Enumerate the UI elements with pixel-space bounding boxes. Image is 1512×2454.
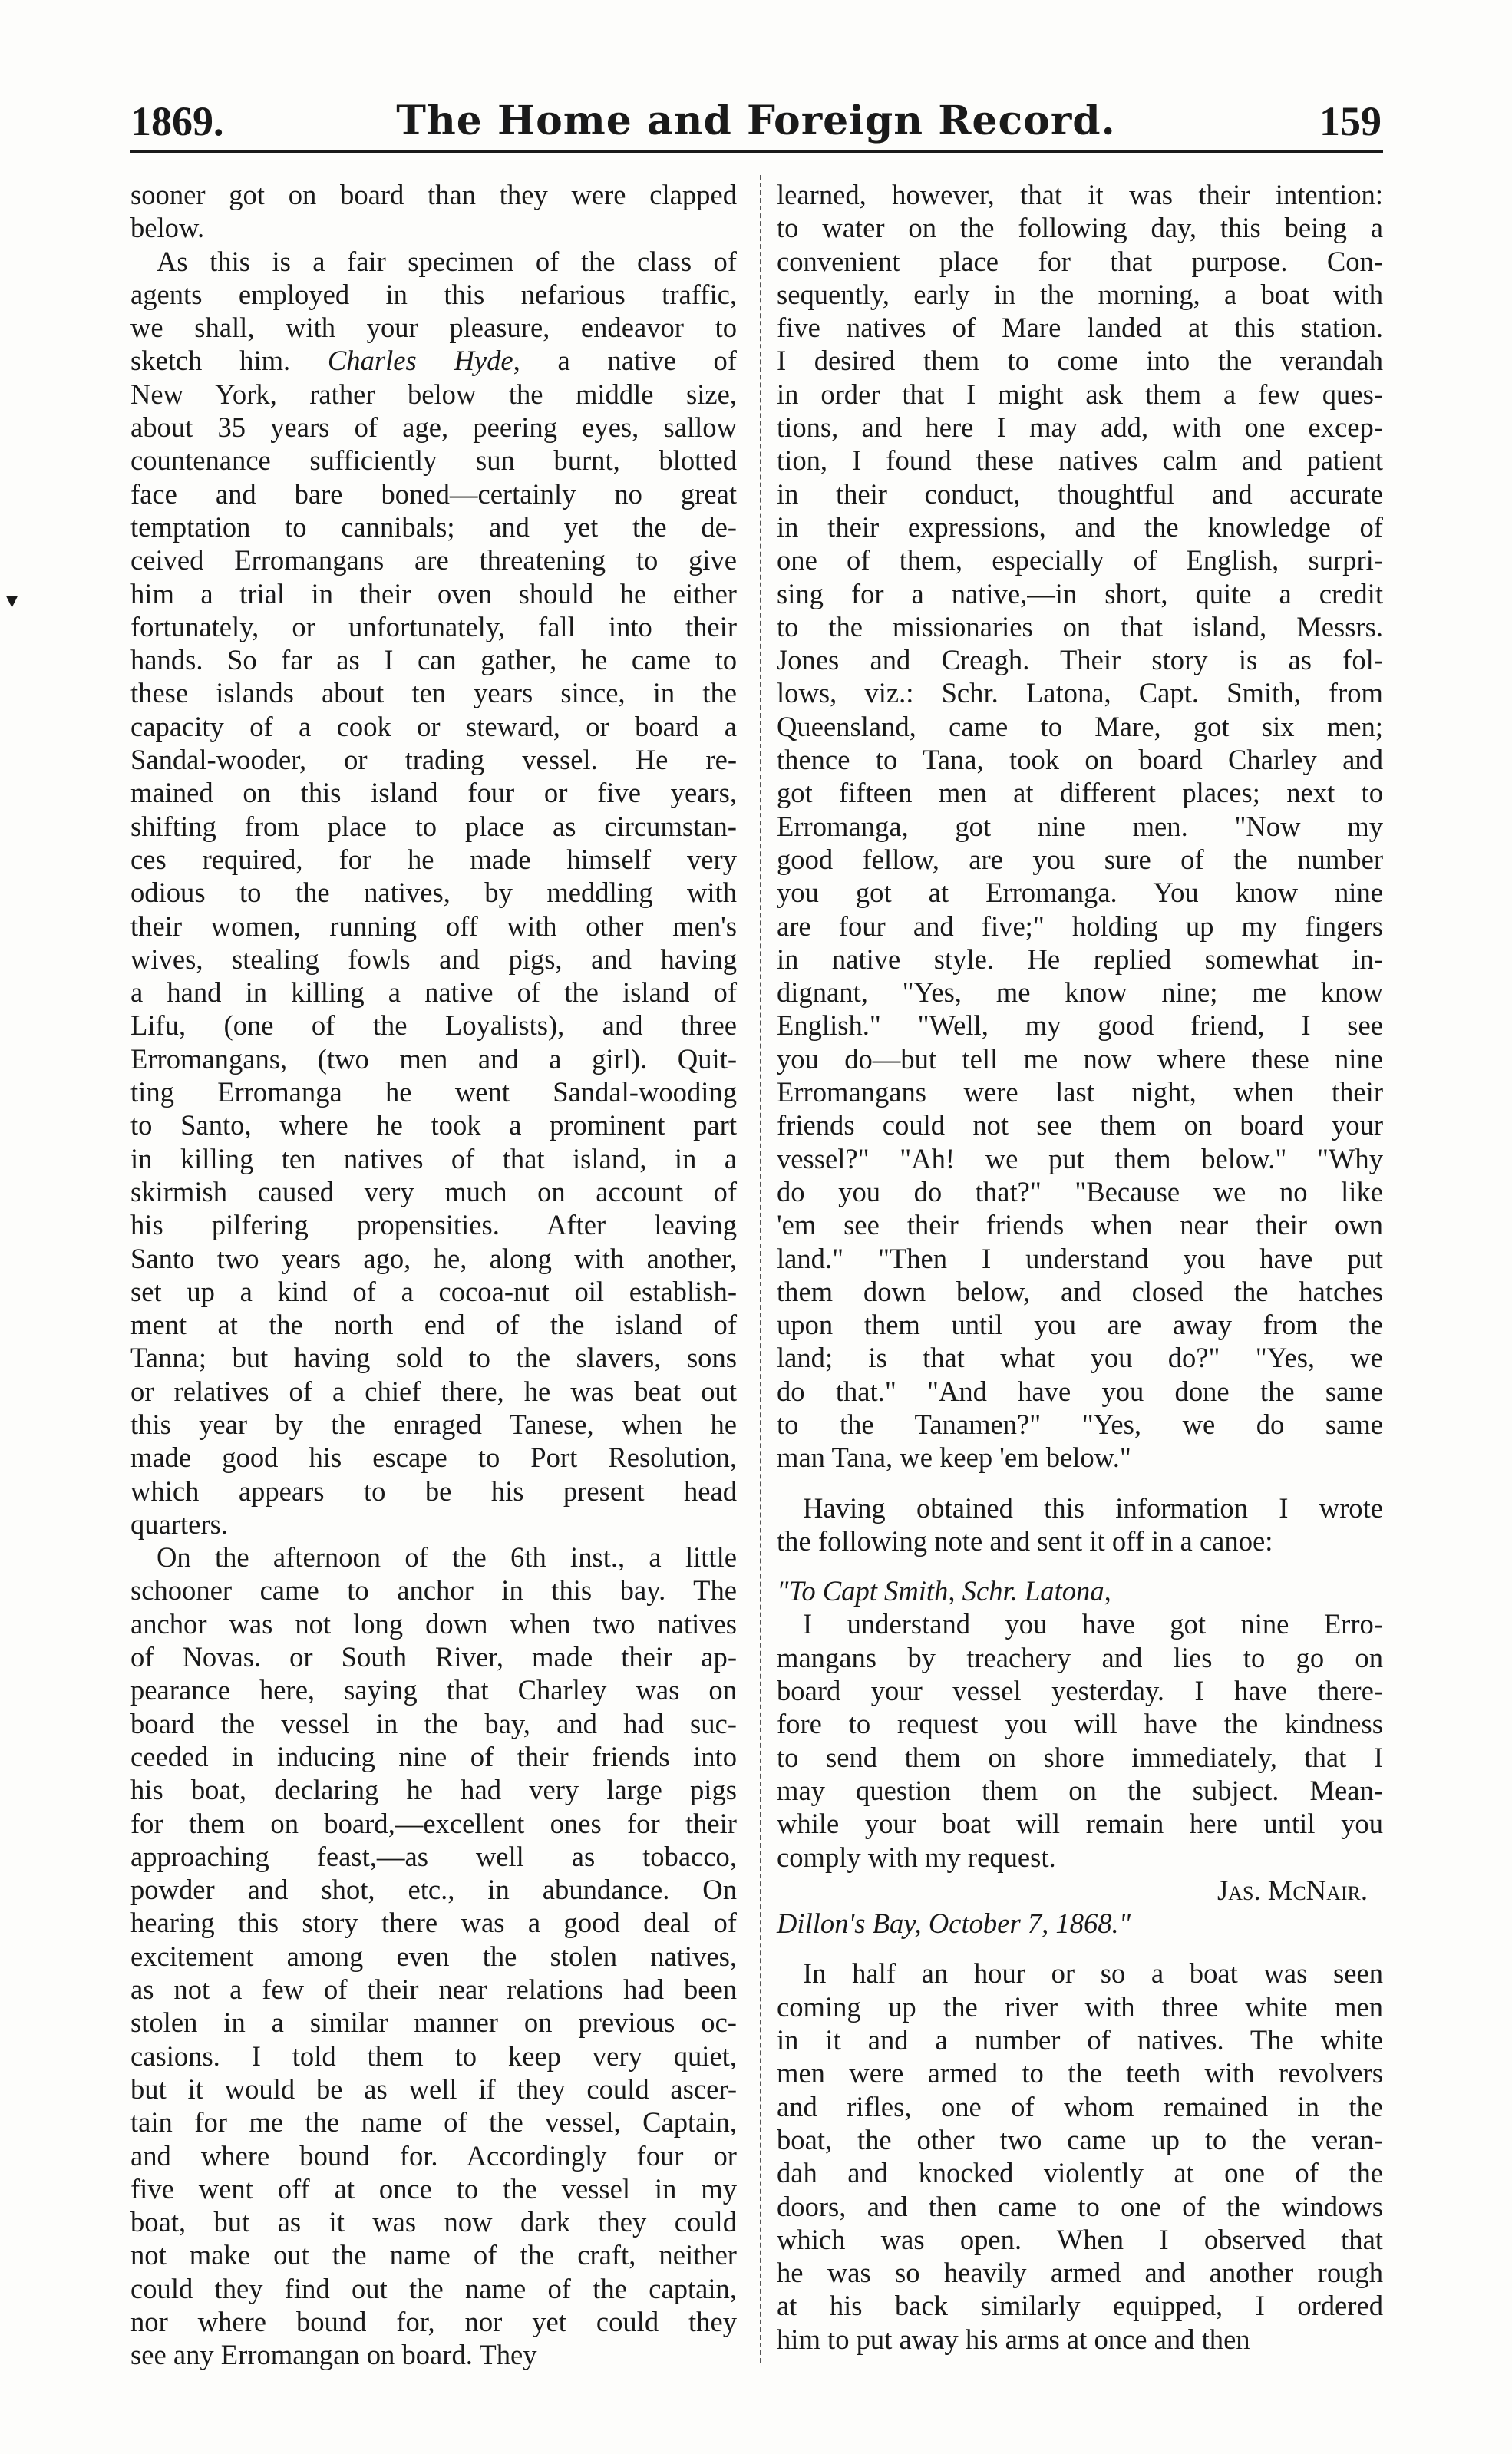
text-line: New York, rather below the middle size, (130, 378, 737, 410)
text-line: Queensland, came to Mare, got six men; (777, 710, 1383, 742)
header-rule (130, 150, 1383, 153)
text-line: tions, and here I may add, with one excep- (777, 411, 1383, 444)
paragraph-gap (777, 1940, 1383, 1957)
text-line: I understand you have got nine Erro- (803, 1608, 1383, 1640)
text-line: he was so heavily armed and another rough (777, 2257, 1383, 2289)
publication-title: The Home and Foreign Record. (396, 97, 1116, 144)
text-line: board your vessel yesterday. I have there- (777, 1675, 1383, 1707)
text-line: are four and five;" holding up my fingers (777, 910, 1383, 942)
text-line: in killing ten natives of that island, in a (130, 1142, 737, 1174)
text-line: Tanna; but having sold to the slavers, sons (130, 1342, 737, 1374)
text-line: in their expressions, and the knowledge of (777, 510, 1383, 543)
text-line: a hand in killing a native of the island of (130, 976, 737, 1009)
text-line: as not a few of their near relations had been (130, 1973, 737, 2006)
text-line: could they find out the name of the captain, (130, 2272, 737, 2304)
text-line: them down below, and closed the hatches (777, 1275, 1383, 1307)
text-line: temptation to cannibals; and yet the de- (130, 510, 737, 543)
text-line: him a trial in their oven should he either (130, 577, 737, 609)
text-line: Sandal-wooder, or trading vessel. He re- (130, 744, 737, 776)
text-line: capacity of a cook or steward, or board a (130, 710, 737, 742)
italic-name: Charles Hyde (327, 345, 513, 377)
text-line: five natives of Mare landed at this station. (777, 312, 1383, 344)
text-line: friends could not see them on board your (777, 1109, 1383, 1141)
text-line: mained on this island four or five years, (130, 777, 737, 809)
text-line: board the vessel in the bay, and had suc- (130, 1707, 737, 1739)
text-line: you do—but tell me now where these nine (777, 1042, 1383, 1075)
text-line: fore to request you will have the kindness (777, 1708, 1383, 1740)
text-line: boat, the other two came up to the veran- (777, 2123, 1383, 2155)
text-line: vessel?" "Ah! we put them below." "Why (777, 1142, 1383, 1174)
text-line: set up a kind of a cocoa-nut oil establish- (130, 1275, 737, 1307)
text-line: good fellow, are you sure of the number (777, 843, 1383, 875)
text-line: On the afternoon of the 6th inst., a little (157, 1541, 737, 1574)
text-line: his boat, declaring he had very large pigs (130, 1774, 737, 1806)
text-line: pearance here, saying that Charley was on (130, 1674, 737, 1706)
text-line: one of them, especially of English, surpri- (777, 544, 1383, 576)
text-line: anchor was not long down when two natives (130, 1607, 737, 1640)
text-line: dah and knocked violently at one of the (777, 2157, 1383, 2189)
text-line: his pilfering propensities. After leaving (130, 1209, 737, 1241)
text-line: doors, and then came to one of the windows (777, 2190, 1383, 2222)
text-line: comply with my request. (777, 1841, 1056, 1873)
text-line: their women, running off with other men's (130, 910, 737, 942)
text-line: and where bound for. Accordingly four or (130, 2139, 737, 2172)
text-line: "To Capt Smith, Schr. Latona, (777, 1575, 1111, 1607)
text-line: do that." "And have you done the same (777, 1375, 1383, 1407)
text-line: Dillon's Bay, October 7, 1868." (777, 1907, 1131, 1940)
text-line: approaching feast,—as well as tobacco, (130, 1840, 737, 1872)
text-line: hearing this story there was a good deal of (130, 1907, 737, 1939)
header-year: 1869. (130, 98, 224, 144)
paragraph-gap (777, 1475, 1383, 1491)
text-line: powder and shot, etc., in abundance. On (130, 1874, 737, 1906)
text-line: 'em see their friends when near their own (777, 1209, 1383, 1241)
text-line: Jones and Creagh. Their story is as fol- (777, 644, 1383, 676)
text-line: sketch him. Charles Hyde, a native of (130, 345, 737, 377)
text-line: in it and a number of natives. The white (777, 2024, 1383, 2056)
page-number: 159 (1319, 98, 1382, 144)
text-line: of Novas. or South River, made their ap- (130, 1641, 737, 1673)
running-header (130, 91, 1382, 152)
text-line: nor where bound for, nor yet could they (130, 2306, 737, 2337)
text-line: you got at Erromanga. You know nine (777, 877, 1383, 909)
text-line: tion, I found these natives calm and patient (777, 444, 1383, 477)
text-line: but it would be as well if they could ascer- (130, 2073, 737, 2105)
text-line: coming up the river with three white men (777, 1990, 1383, 2023)
text-line: five went off at once to the vessel in my (130, 2172, 737, 2205)
text-line: casions. I told them to keep very quiet, (130, 2039, 737, 2072)
text-line: this year by the enraged Tanese, when he (130, 1408, 737, 1440)
text-line: see any Erromangan on board. They (130, 2339, 537, 2371)
text-line: English." "Well, my good friend, I see (777, 1009, 1383, 1042)
text-line: for them on board,—excellent ones for their (130, 1807, 737, 1839)
text-line: excitement among even the stolen natives, (130, 1940, 737, 1972)
text-line: face and bare boned—certainly no great (130, 477, 737, 510)
text-line: which was open. When I observed that (777, 2223, 1383, 2255)
text-line: Lifu, (one of the Loyalists), and three (130, 1009, 737, 1042)
text-line: ting Erromanga he went Sandal-wooding (130, 1076, 737, 1108)
text-line: agents employed in this nefarious traffic, (130, 278, 737, 310)
text-line: stolen in a similar manner on previous oc- (130, 2006, 737, 2039)
text-line: we shall, with your pleasure, endeavor to (130, 312, 737, 344)
text-line: wives, stealing fowls and pigs, and having (130, 943, 737, 975)
text-line: ceeded in inducing nine of their friends into (130, 1740, 737, 1772)
text-line: ment at the north end of the island of (130, 1309, 737, 1341)
text-line: to the Tanamen?" "Yes, we do same (777, 1408, 1383, 1440)
text-line: quarters. (130, 1508, 228, 1540)
text-line: As this is a fair specimen of the class of (157, 245, 737, 277)
text-line: about 35 years of age, peering eyes, sallow (130, 411, 737, 444)
text-line: skirmish caused very much on account of (130, 1175, 737, 1207)
text-line: countenance sufficiently sun burnt, blotted (130, 444, 737, 477)
column-divider (760, 175, 761, 2363)
text-line: Jas. McNair. (1217, 1874, 1368, 1906)
text-line: schooner came to anchor in this bay. The (130, 1574, 737, 1607)
margin-mark: ▾ (6, 588, 18, 613)
text-line: which appears to be his present head (130, 1475, 737, 1507)
text-line: hands. So far as I can gather, he came to (130, 644, 737, 676)
text-line: tain for me the name of the vessel, Captain, (130, 2106, 737, 2139)
text-line: I desired them to come into the verandah (777, 345, 1383, 377)
text-line: odious to the natives, by meddling with (130, 877, 737, 909)
text-line: land." "Then I understand you have put (777, 1242, 1383, 1274)
text-line: below. (130, 212, 205, 244)
text-line: to Santo, where he took a prominent part (130, 1109, 737, 1141)
text-line: fortunately, or unfortunately, fall into their (130, 610, 737, 642)
text-line: got fifteen men at different places; next to (777, 777, 1383, 809)
text-line: Erromangans, (two men and a girl). Quit- (130, 1042, 737, 1075)
text-line: ces required, for he made himself very (130, 843, 737, 875)
text-line: do you do that?" "Because we no like (777, 1175, 1383, 1207)
text-line: to water on the following day, this being a (777, 212, 1383, 244)
text-line: the following note and sent it off in a canoe: (777, 1524, 1273, 1557)
text-line: learned, however, that it was their intention: (777, 179, 1383, 210)
text-line: him to put away his arms at once and then (777, 2323, 1250, 2355)
text-line: mangans by treachery and lies to go on (777, 1641, 1383, 1673)
paragraph-gap (777, 1557, 1383, 1574)
text-line: shifting from place to place as circumstan- (130, 810, 737, 842)
text-line: in their conduct, thoughtful and accurate (777, 477, 1383, 510)
text-line: man Tana, we keep 'em below." (777, 1442, 1131, 1474)
text-line: sing for a native,—in short, quite a credit (777, 577, 1383, 609)
text-line: made good his escape to Port Resolution, (130, 1442, 737, 1474)
text-line: convenient place for that purpose. Con- (777, 245, 1383, 277)
text-line: may question them on the subject. Mean- (777, 1774, 1383, 1806)
text-line: these islands about ten years since, in the (130, 677, 737, 709)
text-line: men were armed to the teeth with revolvers (777, 2057, 1383, 2089)
text-line: Erromanga, got nine men. "Now my (777, 810, 1383, 842)
text-line: while your boat will remain here until you (777, 1808, 1383, 1840)
text-line: and rifles, one of whom remained in the (777, 2090, 1383, 2122)
left-column (130, 178, 737, 2372)
text-line: lows, viz.: Schr. Latona, Capt. Smith, from (777, 677, 1383, 709)
text-line: Santo two years ago, he, along with another, (130, 1242, 737, 1274)
text-line: dignant, "Yes, me know nine; me know (777, 976, 1383, 1009)
text-line: ceived Erromangans are threatening to give (130, 544, 737, 576)
text-line: Erromangans were last night, when their (777, 1076, 1383, 1108)
text-line: Having obtained this information I wrote (803, 1491, 1383, 1524)
text-line: boat, but as it was now dark they could (130, 2206, 737, 2238)
text-line: in native style. He replied somewhat in- (777, 943, 1383, 975)
text-line: to the missionaries on that island, Messrs. (777, 610, 1383, 642)
text-line: sooner got on board than they were clapped (130, 179, 737, 210)
text-line: upon them until you are away from the (777, 1309, 1383, 1341)
text-line: sequently, early in the morning, a boat with (777, 278, 1383, 310)
text-line: land; is that what you do?" "Yes, we (777, 1342, 1383, 1374)
text-line: not make out the name of the craft, neither (130, 2239, 737, 2271)
right-column (777, 178, 1383, 2356)
text-line: to send them on shore immediately, that I (777, 1741, 1383, 1773)
text-line: or relatives of a chief there, he was beat out (130, 1375, 737, 1407)
text-line: in order that I might ask them a few ques- (777, 378, 1383, 410)
text-line: In half an hour or so a boat was seen (803, 1957, 1383, 1990)
text-line: at his back similarly equipped, I ordered (777, 2290, 1383, 2322)
text-line: thence to Tana, took on board Charley and (777, 744, 1383, 776)
